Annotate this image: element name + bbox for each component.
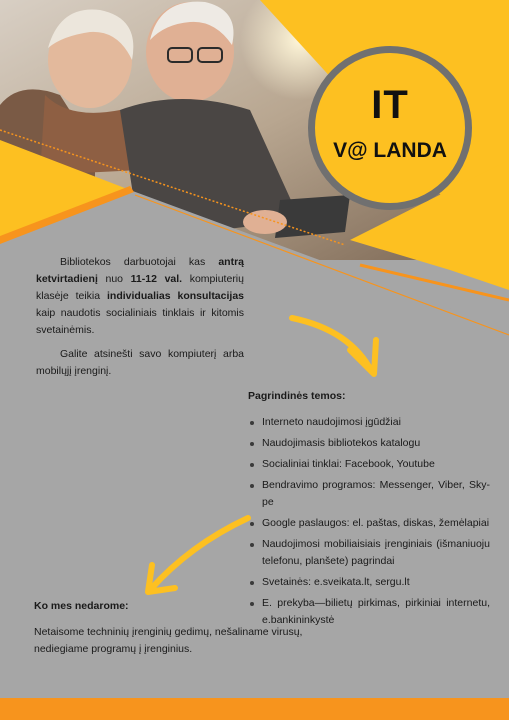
list-item: Svetainės: e.sveikata.lt, sergu.lt xyxy=(248,574,490,591)
list-item: Naudojimosi mobiliaisiais įrenginiais (išmaniuoju telefonu, planšete) pagrindai xyxy=(248,536,490,570)
list-item: Bendravimo programos: Messenger, Viber, Sky-pe xyxy=(248,477,490,511)
not-do-heading: Ko mes nedarome: xyxy=(34,600,129,612)
topics-heading: Pagrindinės temos: xyxy=(248,390,346,402)
list-item: E. prekyba—bilietų pirkimas, pirkiniai internetu, e.bankininkystė xyxy=(248,595,490,629)
badge-subtitle: V@ LANDA xyxy=(333,139,447,162)
intro-paragraph-1: Bibliotekos darbuotojai kas antrą ketvirtadienį nuo 11-12 val. kompiuterių klasėje teikia individualias konsultacijas kaip naudotis socialiniais tinklais ir kitomis svetainėmis. xyxy=(36,256,245,336)
it-valanda-badge xyxy=(308,46,472,210)
topics-list xyxy=(248,414,490,629)
intro-text xyxy=(36,254,244,387)
not-do-section xyxy=(34,598,304,658)
list-item: Socialiniai tinklai: Facebook, Youtube xyxy=(248,456,490,473)
not-do-text: Netaisome techninių įrenginių gedimų, nešaliname virusų, nediegiame programų į įrenginius. xyxy=(34,626,303,655)
list-item: Google paslaugos: el. paštas, diskas, žemėlapiai xyxy=(248,515,490,532)
badge-title: IT xyxy=(371,83,409,127)
bottom-bar xyxy=(0,698,509,720)
intro-paragraph-2: Galite atsinešti savo kompiuterį arba mobilųjį įrenginį. xyxy=(36,348,244,377)
topics-section xyxy=(248,388,490,633)
list-item: Naudojimasis bibliotekos katalogu xyxy=(248,435,490,452)
list-item: Interneto naudojimosi įgūdžiai xyxy=(248,414,490,431)
